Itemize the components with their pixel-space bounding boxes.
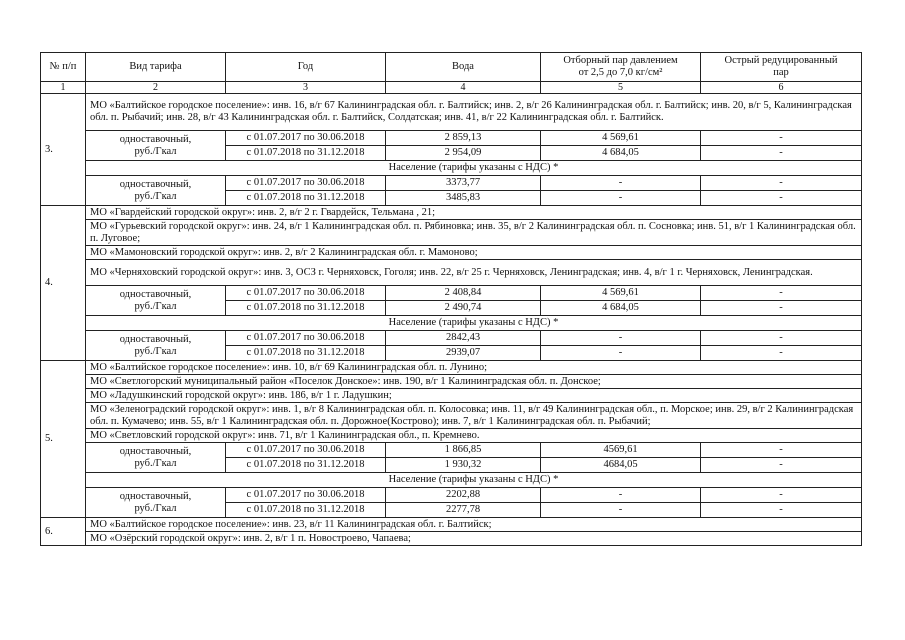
tariff-type-line1: одноставочный,	[119, 333, 192, 345]
population-heading: Население (тарифы указаны с НДС) *	[86, 161, 862, 176]
mo-row	[41, 361, 862, 375]
header-year: Год	[226, 53, 386, 82]
mo-row	[41, 206, 862, 220]
column-number: 1	[41, 82, 86, 94]
water-value: 3485,83	[386, 191, 541, 206]
water-value: 3373,77	[386, 176, 541, 191]
reduced-steam-value: -	[701, 488, 862, 503]
mo-row	[41, 389, 862, 403]
tariff-document	[40, 52, 862, 546]
period: с 01.07.2018 по 31.12.2018	[226, 301, 386, 316]
reduced-steam-value: -	[701, 346, 862, 361]
mo-row	[41, 429, 862, 443]
section-number: 3.	[41, 94, 86, 206]
reduced-steam-value: -	[701, 191, 862, 206]
column-number: 6	[701, 82, 862, 94]
tariff-type-line2: руб./Гкал	[134, 190, 177, 202]
population-row	[41, 488, 862, 503]
reduced-steam-value: -	[701, 286, 862, 301]
tariff-type-line2: руб./Гкал	[134, 345, 177, 357]
water-value: 2277,78	[386, 503, 541, 518]
tariff-type-line1: одноставочный,	[119, 445, 192, 457]
mo-description: МО «Светловский городской округ»: инв. 71, в/г 1 Калининградская обл., п. Кремнево.	[86, 429, 862, 443]
reduced-steam-value: -	[701, 503, 862, 518]
steam-value: 4 569,61	[541, 286, 701, 301]
water-value: 1 930,32	[386, 458, 541, 473]
mo-description: МО «Зеленоградский городской округ»: инв. 1, в/г 8 Калининградская обл. п. Колосовка; инв. 11, в/г 49 Калининградская обл., п. Морское; инв. 29, в/г 2 Калининградская обл. п. Кумачево; инв. 55, в/г 1 Калининградская обл. п. Дорожное(Кострово); инв. 7, в/г 1 Калининградская обл. п. Рыбачий;	[86, 403, 862, 429]
header-reduced-line1: Острый редуцированный	[724, 55, 838, 66]
tariff-type	[86, 176, 226, 206]
reduced-steam-value: -	[701, 443, 862, 458]
period: с 01.07.2018 по 31.12.2018	[226, 503, 386, 518]
period: с 01.07.2017 по 30.06.2018	[226, 331, 386, 346]
tariff-type-line1: одноставочный,	[119, 490, 192, 502]
header-row	[41, 53, 862, 82]
water-value: 2 408,84	[386, 286, 541, 301]
tariff-type	[86, 131, 226, 161]
water-value: 2939,07	[386, 346, 541, 361]
population-heading: Население (тарифы указаны с НДС) *	[86, 316, 862, 331]
header-steam-line1: Отборный пар давлением	[563, 55, 678, 66]
tariff-type-line1: одноставочный,	[119, 133, 192, 145]
reduced-steam-value: -	[701, 331, 862, 346]
column-number: 5	[541, 82, 701, 94]
steam-value: 4 684,05	[541, 301, 701, 316]
population-row	[41, 176, 862, 191]
mo-row	[41, 518, 862, 532]
water-value: 2 490,74	[386, 301, 541, 316]
header-water: Вода	[386, 53, 541, 82]
column-number: 2	[86, 82, 226, 94]
section-number: 6.	[41, 518, 86, 546]
period: с 01.07.2018 по 31.12.2018	[226, 191, 386, 206]
water-value: 1 866,85	[386, 443, 541, 458]
reduced-steam-value: -	[701, 458, 862, 473]
tariff-row	[41, 286, 862, 301]
period: с 01.07.2017 по 30.06.2018	[226, 488, 386, 503]
steam-value: -	[541, 488, 701, 503]
tariff-type	[86, 331, 226, 361]
period: с 01.07.2018 по 31.12.2018	[226, 458, 386, 473]
mo-row	[41, 246, 862, 260]
mo-description: МО «Озёрский городской округ»: инв. 2, в/г 1 п. Новостроево, Чапаева;	[86, 532, 862, 546]
steam-value: 4684,05	[541, 458, 701, 473]
mo-description: МО «Балтийское городское поселение»: инв. 10, в/г 69 Калининградская обл. п. Лунино;	[86, 361, 862, 375]
reduced-steam-value: -	[701, 131, 862, 146]
tariff-table	[40, 52, 862, 546]
tariff-type	[86, 286, 226, 316]
steam-value: 4569,61	[541, 443, 701, 458]
mo-description: МО «Черняховский городской округ»: инв. 3, ОСЗ г. Черняховск, Гоголя; инв. 22, в/г 25 г. Черняховск, Ленинградская; инв. 4, в/г 1 г. Черняховск, Ленинградская.	[86, 260, 862, 286]
mo-row	[41, 94, 862, 131]
mo-description: МО «Светлогорский муниципальный район «Поселок Донское»: инв. 190, в/г 1 Калининградская обл. п. Донское;	[86, 375, 862, 389]
tariff-row	[41, 131, 862, 146]
steam-value: -	[541, 346, 701, 361]
header-number: № п/п	[41, 53, 86, 82]
reduced-steam-value: -	[701, 176, 862, 191]
header-reduced-line2: пар	[773, 67, 789, 78]
mo-description: МО «Гвардейский городской округ»: инв. 2, в/г 2 г. Гвардейск, Тельмана , 21;	[86, 206, 862, 220]
column-number-row	[41, 82, 862, 94]
tariff-type-line2: руб./Гкал	[134, 502, 177, 514]
population-heading: Население (тарифы указаны с НДС) *	[86, 473, 862, 488]
steam-value: -	[541, 503, 701, 518]
population-row	[41, 331, 862, 346]
period: с 01.07.2017 по 30.06.2018	[226, 443, 386, 458]
header-steam	[541, 53, 701, 82]
tariff-type	[86, 443, 226, 473]
mo-description: МО «Балтийское городское поселение»: инв. 23, в/г 11 Калининградская обл. г. Балтийск;	[86, 518, 862, 532]
period: с 01.07.2017 по 30.06.2018	[226, 286, 386, 301]
water-value: 2842,43	[386, 331, 541, 346]
steam-value: -	[541, 176, 701, 191]
tariff-type	[86, 488, 226, 518]
mo-description: МО «Балтийское городское поселение»: инв. 16, в/г 67 Калининградская обл. г. Балтийск; инв. 2, в/г 26 Калининградская обл. г. Балтийск; инв. 20, в/г 5, Калининградская обл. п. Рыбачий; инв. 28, в/г 43 Калининградская обл. г. Балтийск, Солдатская; инв. 41, в/г 22 Калининградская обл. г. Балтийск.	[86, 94, 862, 131]
population-header-row	[41, 161, 862, 176]
tariff-type-line1: одноставочный,	[119, 288, 192, 300]
population-header-row	[41, 473, 862, 488]
reduced-steam-value: -	[701, 146, 862, 161]
column-number: 3	[226, 82, 386, 94]
reduced-steam-value: -	[701, 301, 862, 316]
water-value: 2 954,09	[386, 146, 541, 161]
mo-row	[41, 403, 862, 429]
tariff-type-line2: руб./Гкал	[134, 145, 177, 157]
mo-description: МО «Ладушкинский городской округ»: инв. 186, в/г 1 г. Ладушкин;	[86, 389, 862, 403]
tariff-type-line2: руб./Гкал	[134, 457, 177, 469]
header-reduced-steam	[701, 53, 862, 82]
tariff-type-line2: руб./Гкал	[134, 300, 177, 312]
header-steam-line2: от 2,5 до 7,0 кг/см²	[578, 67, 663, 78]
steam-value: 4 684,05	[541, 146, 701, 161]
section-number: 5.	[41, 361, 86, 518]
mo-row	[41, 260, 862, 286]
section-number: 4.	[41, 206, 86, 361]
tariff-type-line1: одноставочный,	[119, 178, 192, 190]
mo-description: МО «Гурьевский городской округ»: инв. 24, в/г 1 Калининградская обл. п. Рябиновка; инв. 35, в/г 2 Калининградская обл. п. Сосновка; инв. 51, в/г 1 Калининградская обл. п. Луговое;	[86, 220, 862, 246]
tariff-row	[41, 443, 862, 458]
mo-description: МО «Мамоновский городской округ»: инв. 2, в/г 2 Калининградская обл. г. Мамоново;	[86, 246, 862, 260]
water-value: 2202,88	[386, 488, 541, 503]
period: с 01.07.2017 по 30.06.2018	[226, 131, 386, 146]
header-tariff-type: Вид тарифа	[86, 53, 226, 82]
mo-row	[41, 375, 862, 389]
population-header-row	[41, 316, 862, 331]
column-number: 4	[386, 82, 541, 94]
steam-value: 4 569,61	[541, 131, 701, 146]
steam-value: -	[541, 331, 701, 346]
period: с 01.07.2018 по 31.12.2018	[226, 146, 386, 161]
mo-row	[41, 220, 862, 246]
water-value: 2 859,13	[386, 131, 541, 146]
period: с 01.07.2017 по 30.06.2018	[226, 176, 386, 191]
period: с 01.07.2018 по 31.12.2018	[226, 346, 386, 361]
mo-row	[41, 532, 862, 546]
steam-value: -	[541, 191, 701, 206]
